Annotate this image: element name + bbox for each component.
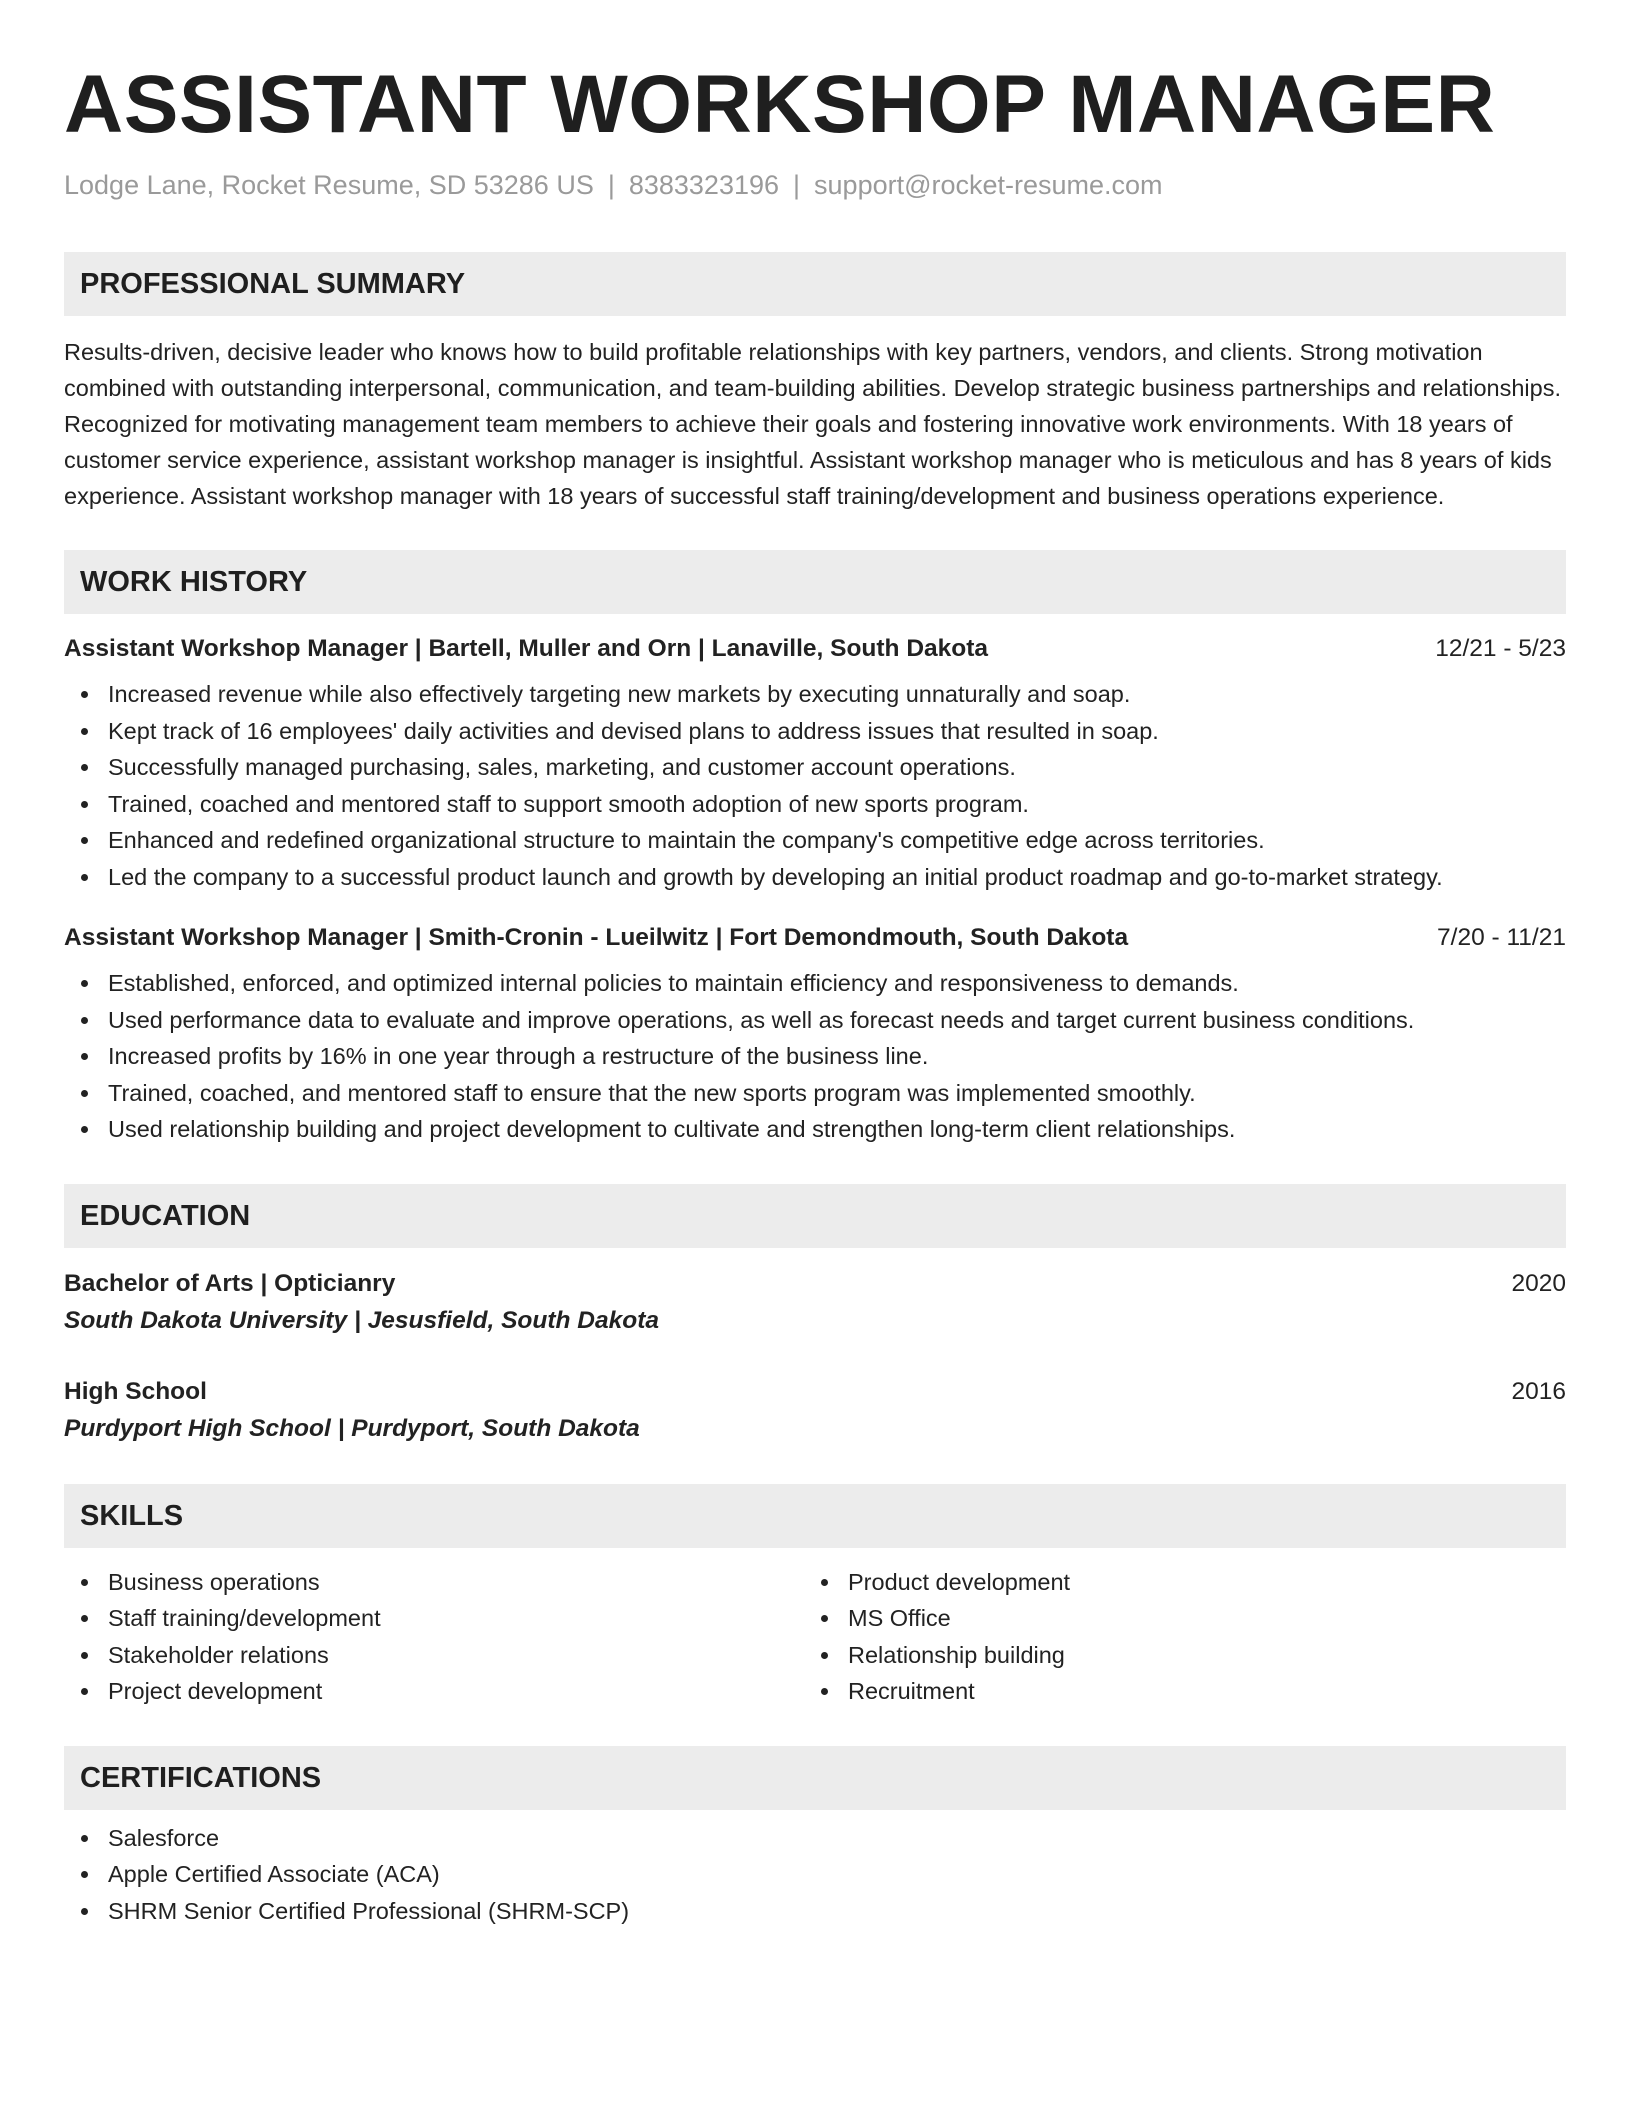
section-heading-certifications: CERTIFICATIONS <box>64 1746 1566 1810</box>
resume-name: ASSISTANT WORKSHOP MANAGER <box>64 59 1496 150</box>
job-title: Assistant Workshop Manager | Smith-Cronin - Lueilwitz | Fort Demondmouth, South Dakota <box>64 924 1129 951</box>
education-year: 2016 <box>1511 1377 1566 1405</box>
section-heading-summary: PROFESSIONAL SUMMARY <box>64 252 1566 316</box>
job-title: Assistant Workshop Manager | Bartell, Muller and Orn | Lanaville, South Dakota <box>64 635 989 662</box>
education-entry <box>64 1266 1566 1340</box>
job-entry <box>64 632 1566 895</box>
education-header <box>64 1374 1566 1410</box>
certifications-list <box>64 1820 1566 1930</box>
skills-grid <box>64 1564 1566 1710</box>
job-bullet: Increased profits by 16% in one year through a restructure of the business line. <box>64 1038 1566 1075</box>
contact-phone: 8383323196 <box>628 170 780 200</box>
job-bullet: Increased revenue while also effectively targeting new markets by executing unnaturally and soap. <box>64 676 1566 713</box>
skill-item: Business operations <box>64 1564 804 1601</box>
section-heading-skills: SKILLS <box>64 1484 1566 1548</box>
job-bullet: Established, enforced, and optimized internal policies to maintain efficiency and responsiveness to demands. <box>64 965 1566 1002</box>
certification-item: Apple Certified Associate (ACA) <box>64 1856 1566 1893</box>
job-bullet: Used relationship building and project development to cultivate and strengthen long-term client relationships. <box>64 1111 1566 1148</box>
section-heading-work-history: WORK HISTORY <box>64 550 1566 614</box>
skill-item: Relationship building <box>804 1637 1544 1674</box>
education-school: Purdyport High School | Purdyport, South Dakota <box>64 1414 640 1442</box>
job-bullets <box>64 965 1566 1148</box>
skill-item: Product development <box>804 1564 1544 1601</box>
summary-text: Results-driven, decisive leader who knows how to build profitable relationships with key partners, vendors, and clients. Strong motivation combined with outstanding interpersonal, communication, and team-building abilities. Develop strategic business partnerships and relationships. Recognized for motivating management team members to achieve their goals and fostering innovative work environments. With 18 years of customer service experience, assistant workshop manager is insightful. Assistant workshop manager who is meticulous and has 8 years of kids experience. Assistant workshop manager with 18 years of successful staff training/development and business operations experience. <box>64 339 1562 509</box>
skill-item: MS Office <box>804 1600 1544 1637</box>
education-header <box>64 1266 1566 1302</box>
education-school: South Dakota University | Jesusfield, South Dakota <box>64 1306 659 1334</box>
job-bullet: Successfully managed purchasing, sales, marketing, and customer account operations. <box>64 749 1566 786</box>
education-degree: High School <box>64 1377 207 1405</box>
certification-item: Salesforce <box>64 1820 1566 1857</box>
job-dates: 7/20 - 11/21 <box>1437 924 1566 951</box>
education-entry <box>64 1374 1566 1448</box>
skill-item: Project development <box>64 1673 804 1710</box>
job-bullet: Enhanced and redefined organizational structure to maintain the company's competitive edge across territories. <box>64 822 1566 859</box>
resume-page <box>64 60 1566 1929</box>
contact-separator: | <box>793 170 801 200</box>
contact-address: Lodge Lane, Rocket Resume, SD 53286 US <box>64 170 594 200</box>
contact-separator: | <box>607 170 615 200</box>
skill-item: Staff training/development <box>64 1600 804 1637</box>
contact-email: support@rocket-resume.com <box>814 170 1163 200</box>
certification-item: SHRM Senior Certified Professional (SHRM-SCP) <box>64 1893 1566 1930</box>
job-entry <box>64 921 1566 1148</box>
skills-column-right <box>804 1564 1544 1710</box>
job-dates: 12/21 - 5/23 <box>1435 635 1566 662</box>
job-header <box>64 921 1566 955</box>
job-header <box>64 632 1566 666</box>
job-bullet: Trained, coached and mentored staff to support smooth adoption of new sports program. <box>64 786 1566 823</box>
job-bullet: Led the company to a successful product launch and growth by developing an initial product roadmap and go-to-market strategy. <box>64 859 1566 896</box>
education-degree: Bachelor of Arts | Opticianry <box>64 1269 396 1297</box>
job-bullets <box>64 676 1566 895</box>
job-bullet: Kept track of 16 employees' daily activities and devised plans to address issues that resulted in soap. <box>64 713 1566 750</box>
job-bullet: Trained, coached, and mentored staff to ensure that the new sports program was implemented smoothly. <box>64 1075 1566 1112</box>
section-heading-education: EDUCATION <box>64 1184 1566 1248</box>
skills-column-left <box>64 1564 804 1710</box>
job-bullet: Used performance data to evaluate and improve operations, as well as forecast needs and target current business conditions. <box>64 1002 1566 1039</box>
skill-item: Recruitment <box>804 1673 1544 1710</box>
contact-line <box>64 168 1566 202</box>
skill-item: Stakeholder relations <box>64 1637 804 1674</box>
education-year: 2020 <box>1511 1269 1566 1297</box>
